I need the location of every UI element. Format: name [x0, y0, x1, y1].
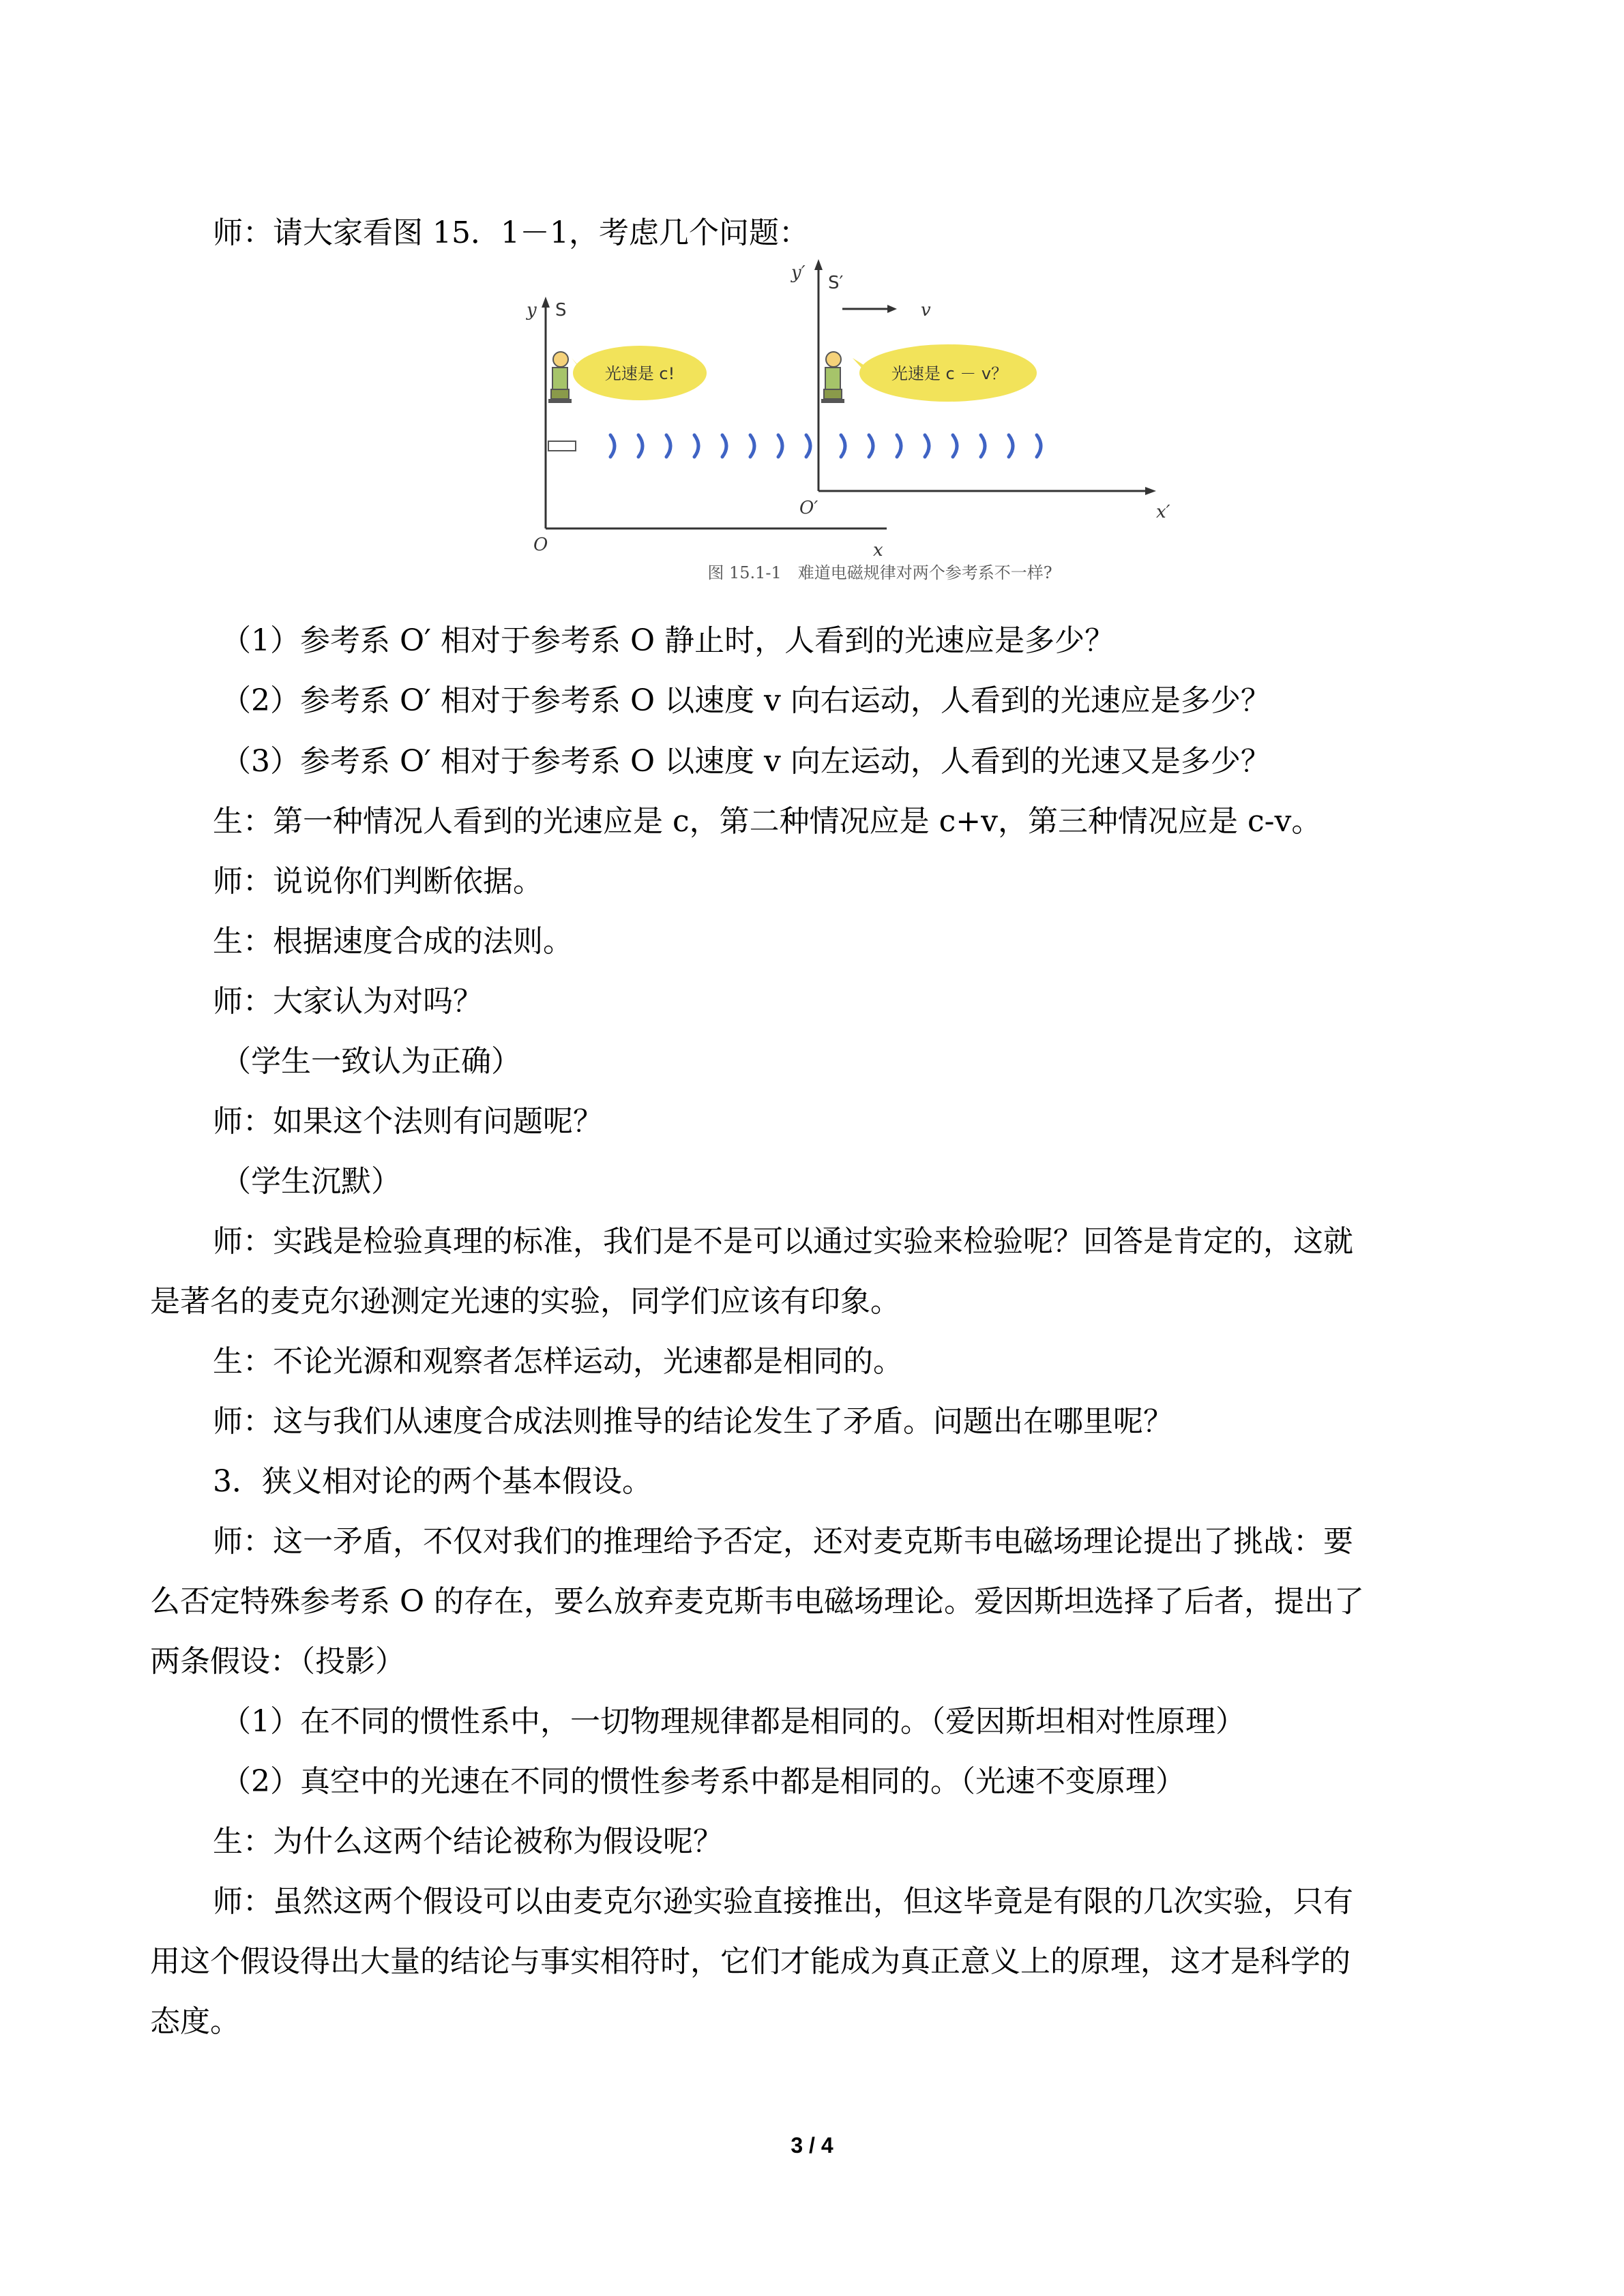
right-x-arrow-icon: [1145, 487, 1156, 495]
text-line: （学生一致认为正确）: [221, 1044, 521, 1079]
left-bubble-text: 光速是 c!: [604, 364, 675, 383]
text-line: （1）在不同的惯性系中，一切物理规律都是相同的。（爱因斯坦相对性原理）: [221, 1704, 1245, 1739]
left-observer-icon: [548, 352, 572, 403]
left-y-label: y: [527, 300, 537, 320]
right-frame-label: S′: [828, 273, 844, 293]
velocity-label: v: [921, 300, 931, 320]
text-line: 两条假设：（投影）: [150, 1644, 405, 1679]
right-y-arrow-icon: [814, 259, 823, 270]
section-heading: 3．狭义相对论的两个基本假设。: [213, 1464, 652, 1499]
text-line: 师：虽然这两个假设可以由麦克尔逊实验直接推出，但这毕竟是有限的几次实验，只有: [213, 1884, 1353, 1919]
text-line: 用这个假设得出大量的结论与事实相符时，它们才能成为真正意义上的原理，这才是科学的: [150, 1944, 1350, 1979]
reference-frames-diagram: [518, 256, 1200, 603]
velocity-arrow-head-icon: [887, 305, 897, 313]
text-line: 师：这与我们从速度合成法则推导的结论发生了矛盾。问题出在哪里呢？: [213, 1404, 1173, 1439]
left-frame-label: S: [555, 300, 567, 320]
right-observer-icon: [821, 352, 844, 403]
text-line: 是著名的麦克尔逊测定光速的实验，同学们应该有印象。: [150, 1284, 900, 1319]
text-line: 生：根据速度合成的法则。: [213, 924, 573, 959]
right-origin-label: O′: [799, 498, 818, 518]
intro-line: 师：请大家看图 15．1－1，考虑几个问题：: [213, 215, 809, 250]
left-x-label: x: [873, 540, 883, 561]
text-line: 生：第一种情况人看到的光速应是 c，第二种情况应是 c+v，第三种情况应是 c-v。: [213, 804, 1322, 839]
right-bubble-text: 光速是 c － v？: [891, 364, 1008, 383]
light-wave-icons: [610, 435, 1041, 457]
text-line: （2）真空中的光速在不同的惯性参考系中都是相同的。（光速不变原理）: [221, 1764, 1185, 1799]
figure-15-1-1: [518, 256, 1200, 603]
figure-caption: 图 15.1-1 难道电磁规律对两个参考系不一样?: [707, 563, 1052, 582]
text-line: 生：为什么这两个结论被称为假设呢？: [213, 1824, 723, 1859]
text-line: 生：不论光源和观察者怎样运动，光速都是相同的。: [213, 1344, 903, 1379]
text-line: 么否定特殊参考系 O 的存在，要么放弃麦克斯韦电磁场理论。爱因斯坦选择了后者，提出了: [150, 1584, 1365, 1619]
text-line: 师：大家认为对吗？: [213, 984, 483, 1019]
text-line: （2）参考系 O′ 相对于参考系 O 以速度 v 向右运动，人看到的光速应是多少？: [221, 683, 1271, 718]
right-x-label: x′: [1156, 502, 1170, 522]
text-line: 师：如果这个法则有问题呢？: [213, 1104, 603, 1139]
text-line: （1）参考系 O′ 相对于参考系 O 静止时，人看到的光速应是多少？: [221, 623, 1115, 658]
page-number: 3 / 4: [791, 2133, 833, 2158]
left-y-arrow-icon: [542, 297, 550, 308]
text-line: 师：实践是检验真理的标准，我们是不是可以通过实验来检验呢？回答是肯定的，这就: [213, 1224, 1353, 1259]
left-origin-label: O: [533, 535, 548, 555]
text-line: （学生沉默）: [221, 1164, 401, 1199]
light-source-icon: [548, 441, 576, 451]
text-line: （3）参考系 O′ 相对于参考系 O 以速度 v 向左运动，人看到的光速又是多少？: [221, 744, 1271, 779]
text-line: 师：这一矛盾，不仅对我们的推理给予否定，还对麦克斯韦电磁场理论提出了挑战：要: [213, 1524, 1353, 1559]
right-y-label: y′: [791, 263, 806, 283]
text-line: 师：说说你们判断依据。: [213, 864, 543, 899]
text-line: 态度。: [150, 2004, 240, 2039]
